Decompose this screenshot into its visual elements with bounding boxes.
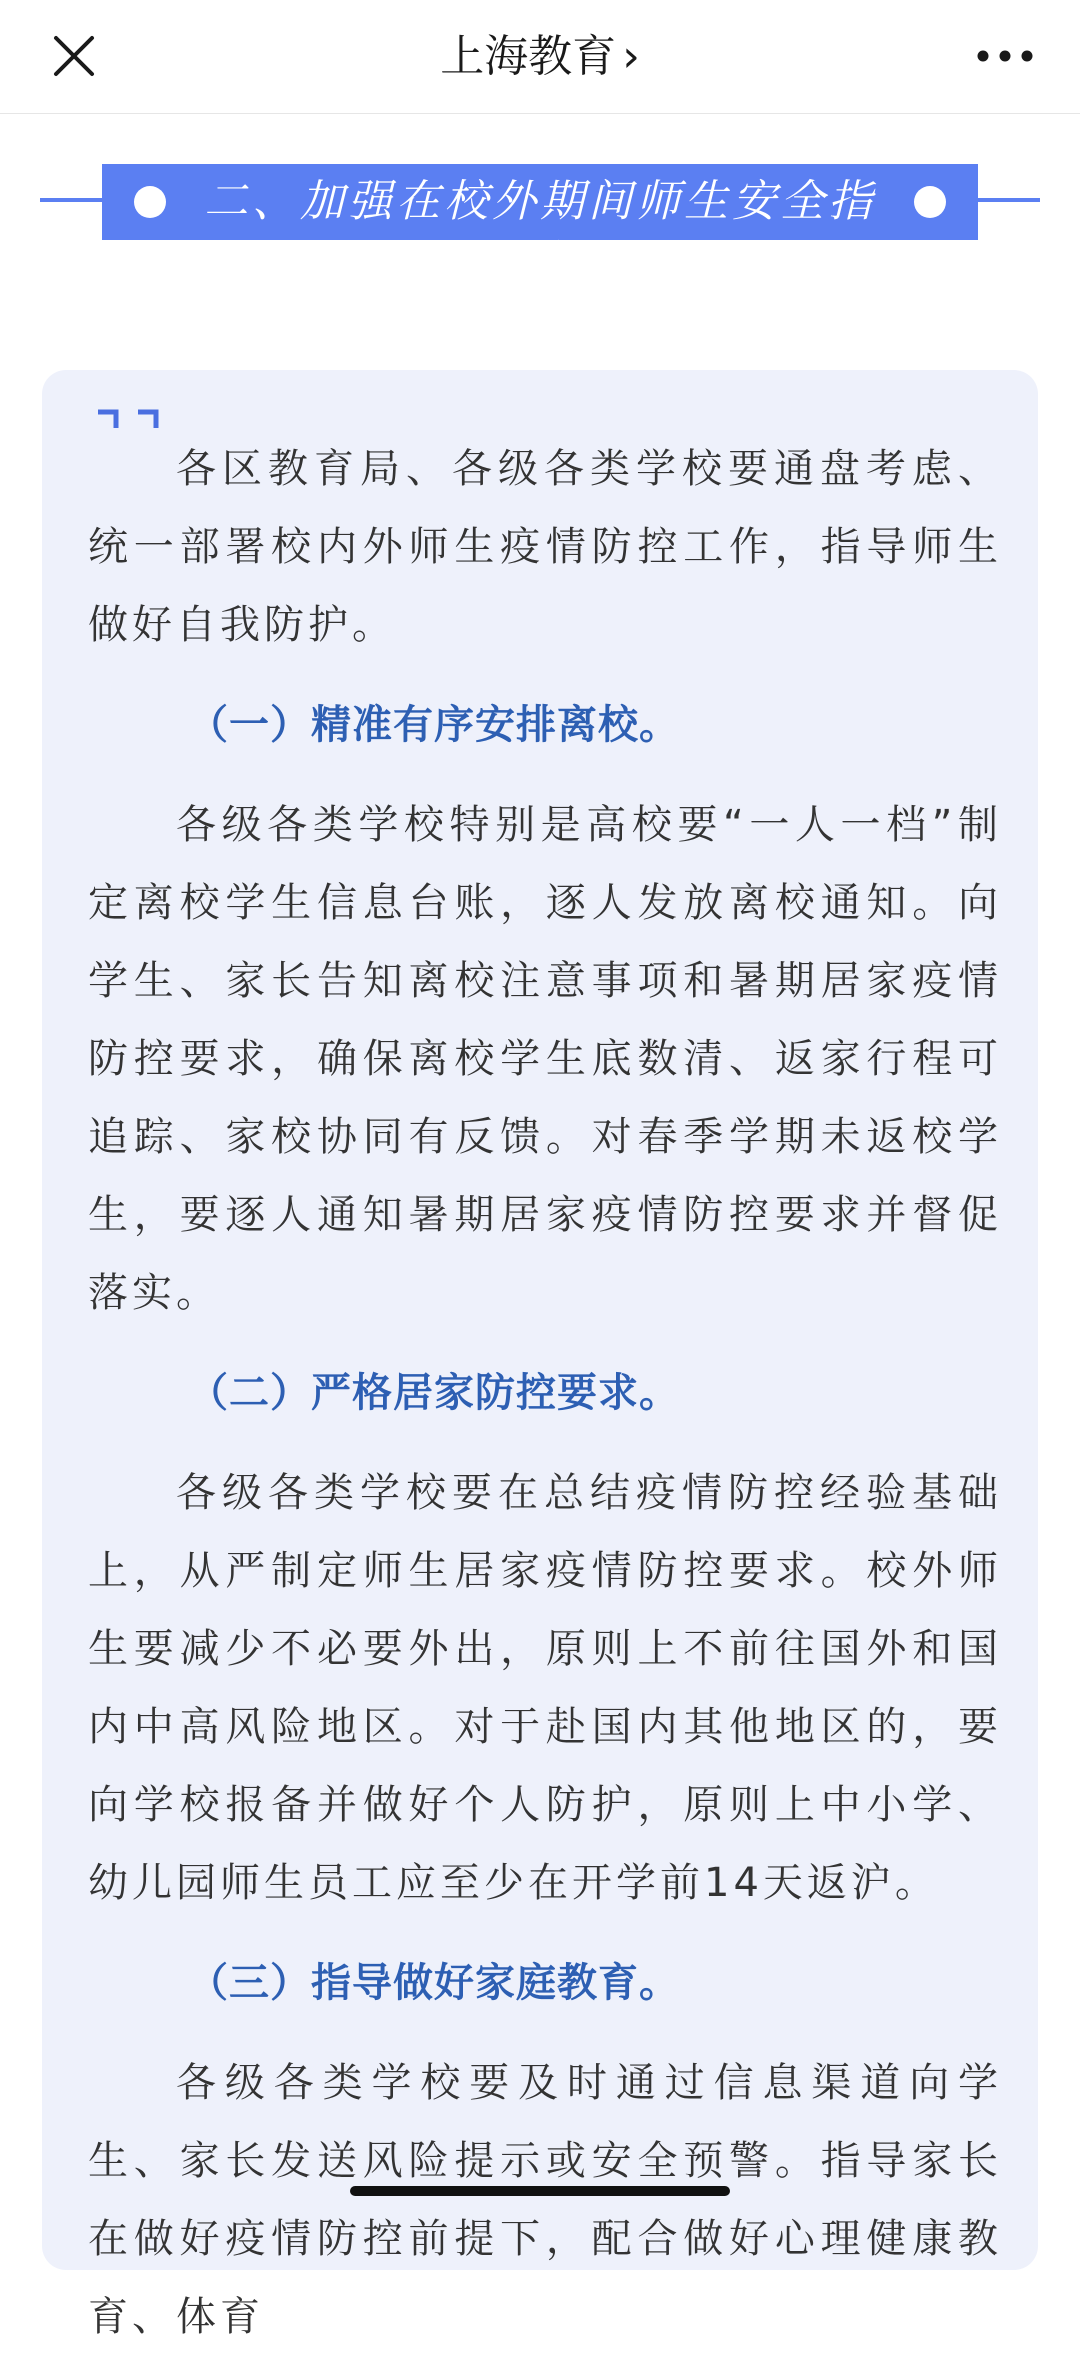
section-3-heading: （三）指导做好家庭教育。 <box>188 1960 680 2006</box>
more-dots-icon[interactable] <box>970 34 1040 78</box>
intro-paragraph: 各区教育局、各级各类学校要通盘考虑、统一部署校内外师生疫情防控工作，指导师生做好自我防护。 <box>88 446 1002 648</box>
banner-box <box>102 164 978 287</box>
section-2-body: 各级各类学校要在总结疫情防控经验基础上，从严制定师生居家疫情防控要求。校外师生要减少不必要外出，原则上不前往国外和国内中高风险地区。对于赴国内其他地区的，要向学校报备并做好个人防护，原则上中小学、幼儿园师生员工应至少在开学前14天返沪。 <box>88 1470 1002 1906</box>
article-body <box>88 430 1002 2356</box>
section-3-body: 各级各类学校要及时通过信息渠道向学生、家长发送风险提示或安全预警。指导家长在做好疫情防控前提下，配合做好心理健康教育、体育 <box>88 2060 1002 2340</box>
content-card <box>42 370 1038 2340</box>
chevron-right-icon: › <box>622 31 640 82</box>
banner-dot-icon <box>914 186 946 218</box>
section-banner <box>40 160 1040 287</box>
section-1-heading: （一）精准有序安排离校。 <box>188 702 680 748</box>
home-indicator[interactable] <box>350 2186 730 2196</box>
section-heading: 二、加强在校外期间师生安全指导 <box>204 176 876 287</box>
section-1-body: 各级各类学校特别是高校要“一人一档”制定离校学生信息台账，逐人发放离校通知。向学生、家长告知离校注意事项和暑期居家疫情防控要求，确保离校学生底数清、返家行程可追踪、家校协同有反馈。对春季学期未返校学生，要逐人通知暑期居家疫情防控要求并督促落实。 <box>88 802 1002 1316</box>
top-navbar <box>0 0 1080 114</box>
account-title: 上海教育 <box>440 31 617 82</box>
account-title-link[interactable] <box>0 28 1080 86</box>
section-2-heading: （二）严格居家防控要求。 <box>188 1370 680 1416</box>
banner-dot-icon <box>134 186 166 218</box>
corner-bracket-icon <box>92 394 182 434</box>
